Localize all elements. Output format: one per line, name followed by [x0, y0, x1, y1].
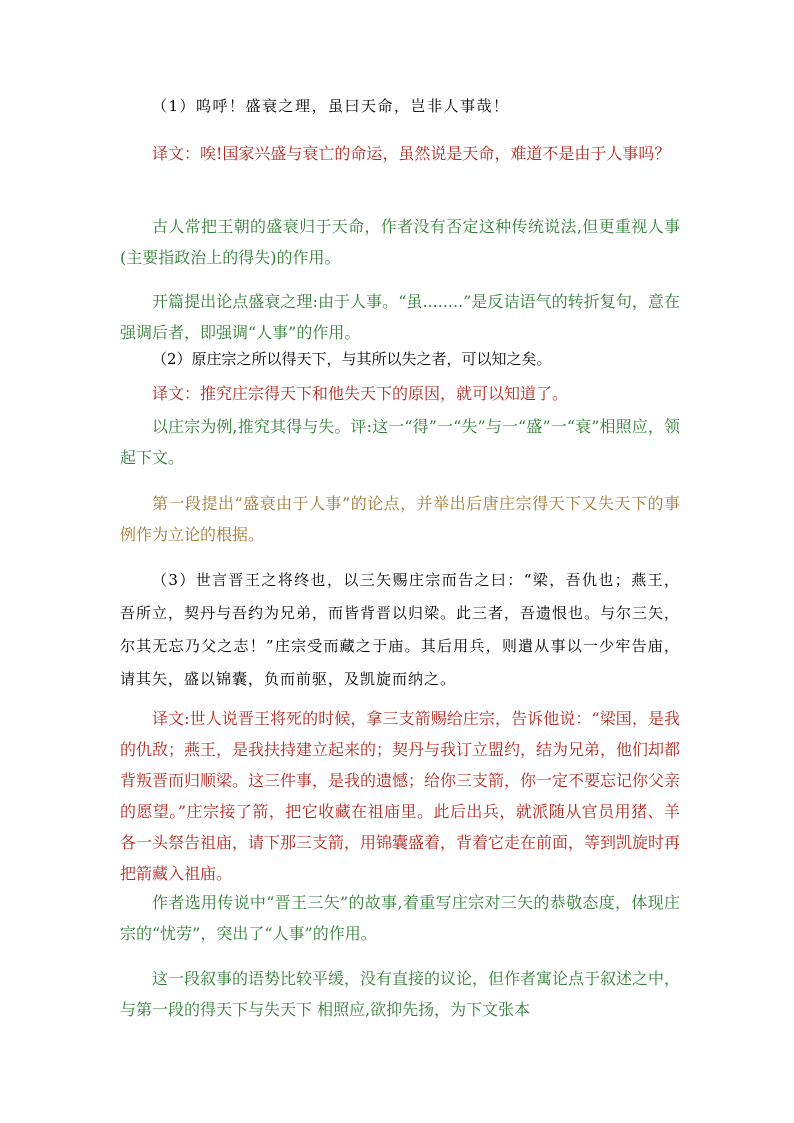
translation-1: 译文：唉!国家兴盛与衰亡的命运，虽然说是天命，难道不是由于人事吗？: [152, 144, 671, 163]
analysis-4: 作者选用传说中“晋王三矢”的故事,着重写庄宗对三矢的恭敬态度，体现庄宗的“忧劳”，突出了“人事”的作用。: [120, 893, 680, 943]
analysis-5: 这一段叙事的语势比较平缓，没有直接的议论，但作者寓论点于叙述之中，与第一段的得天下与失天下 相照应,欲抑先扬，为下文张本: [120, 969, 681, 1019]
classical-text-1: （1）呜呼！盛衰之理，虽曰天命，岂非人事哉！: [152, 97, 510, 115]
analysis-3: 以庄宗为例,推究其得与失。评:这一“得”一“失”与一“盛”一“衰”相照应，领起下文。: [120, 417, 680, 467]
analysis-1: 古人常把王朝的盛衰归于天命，作者没有否定这种传统说法,但更重视人事(主要指政治上的得失)的作用。: [120, 217, 680, 267]
classical-text-3: （3）世言晋王之将终也，以三矢赐庄宗而告之曰：“梁，吾仇也；燕王，吾所立，契丹与吾约为兄弟，而皆背晋以归梁。此三者，吾遗恨也。与尔三矢，尔其无忘乃父之志！”庄宗受而藏之于庙。其后用兵，则遣从事以一少牢告庙，请其矢，盛以锦囊，负而前驱，及凯旋而纳之。: [120, 571, 681, 688]
analysis-2: 开篇提出论点盛衰之理:由于人事。“虽........”是反诘语气的转折复句，意在强调后者，即强调“人事”的作用。: [120, 292, 680, 342]
classical-text-2: （2）原庄宗之所以得天下，与其所以失之者，可以知之矣。: [152, 350, 552, 368]
translation-3: 译文:世人说晋王将死的时候，拿三支箭赐给庄宗，告诉他说：“梁国，是我的仇敌；燕王，是我扶持建立起来的；契丹与我订立盟约，结为兄弟，他们却都背叛晋而归顺梁。这三件事，是我的遗憾；给你三支箭，你一定不要忘记你父亲的愿望。”庄宗接了箭，把它收藏在祖庙里。此后出兵，就派随从官员用猪、羊各一头祭告祖庙，请下那三支箭，用锦囊盛着，背着它走在前面，等到凯旋时再把箭藏入祖庙。: [120, 709, 681, 883]
paragraph-summary-1: 第一段提出“盛衰由于人事”的论点，并举出后唐庄宗得天下又失天下的事例作为立论的根据。: [120, 494, 680, 544]
translation-2: 译文：推究庄宗得天下和他失天下的原因，就可以知道了。: [152, 384, 569, 403]
